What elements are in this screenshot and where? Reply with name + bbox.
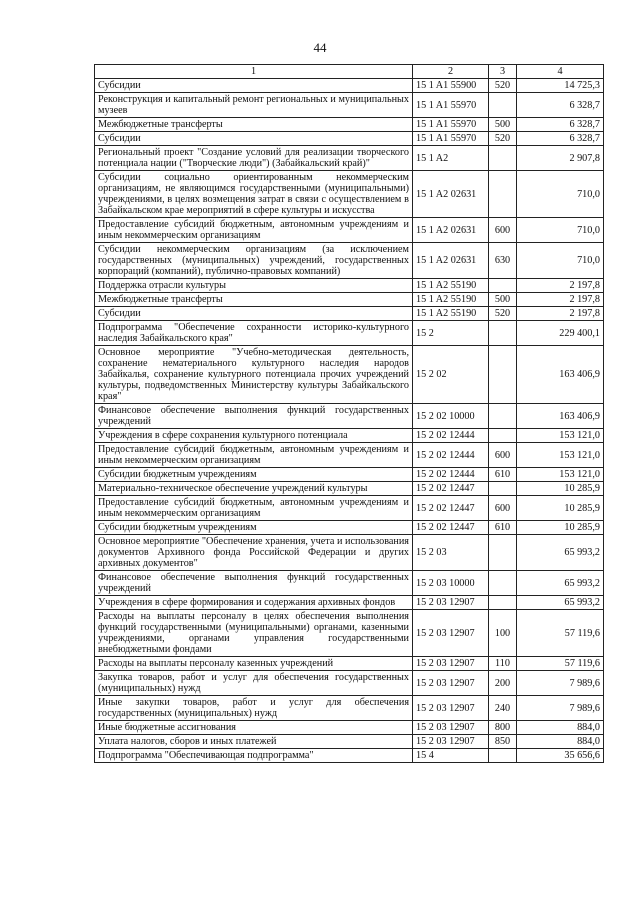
table-row [95,596,604,610]
row-code-cell: 15 2 03 12907 [413,671,489,696]
row-amount-cell: 884,0 [517,735,604,749]
table-row [95,610,604,657]
row-name-cell: Субсидии бюджетным учреждениям [95,468,413,482]
row-name-cell: Поддержка отрасли культуры [95,279,413,293]
table-row [95,496,604,521]
row-expense-type-cell: 630 [489,243,517,279]
row-code-cell: 15 2 03 12907 [413,610,489,657]
table-row [95,443,604,468]
table-row [95,657,604,671]
row-name-cell: Субсидии бюджетным учреждениям [95,521,413,535]
table-row [95,749,604,763]
row-amount-cell: 7 989,6 [517,671,604,696]
row-expense-type-cell: 520 [489,132,517,146]
row-expense-type-cell: 850 [489,735,517,749]
table-row [95,346,604,404]
row-amount-cell: 710,0 [517,243,604,279]
row-name-cell: Подпрограмма "Обеспечивающая подпрограмма" [95,749,413,763]
table-row [95,521,604,535]
table-row [95,171,604,218]
row-code-cell: 15 1 A2 55190 [413,279,489,293]
row-amount-cell: 10 285,9 [517,521,604,535]
row-code-cell: 15 2 02 12444 [413,443,489,468]
column-header-expense-type: 3 [489,65,517,79]
row-name-cell: Субсидии [95,307,413,321]
row-expense-type-cell [489,535,517,571]
row-amount-cell: 65 993,2 [517,571,604,596]
row-amount-cell: 57 119,6 [517,610,604,657]
row-expense-type-cell: 600 [489,496,517,521]
table-row [95,535,604,571]
row-amount-cell: 163 406,9 [517,346,604,404]
row-amount-cell: 2 907,8 [517,146,604,171]
row-name-cell: Предоставление субсидий бюджетным, автономным учреждениям и иным некоммерческим организациям [95,218,413,243]
row-amount-cell: 14 725,3 [517,79,604,93]
row-expense-type-cell: 520 [489,307,517,321]
row-name-cell: Учреждения в сфере сохранения культурного потенциала [95,429,413,443]
row-expense-type-cell: 110 [489,657,517,671]
table-row [95,279,604,293]
row-expense-type-cell: 100 [489,610,517,657]
row-code-cell: 15 1 A2 [413,146,489,171]
row-name-cell: Региональный проект "Создание условий для реализации творческого потенциала нации ("Творческие люди") (Забайкальский край)" [95,146,413,171]
row-amount-cell: 163 406,9 [517,404,604,429]
row-expense-type-cell: 500 [489,118,517,132]
table-row [95,404,604,429]
row-amount-cell: 710,0 [517,171,604,218]
row-expense-type-cell: 600 [489,218,517,243]
row-amount-cell: 884,0 [517,721,604,735]
row-amount-cell: 6 328,7 [517,132,604,146]
row-expense-type-cell: 800 [489,721,517,735]
row-code-cell: 15 2 02 [413,346,489,404]
row-expense-type-cell: 520 [489,79,517,93]
row-expense-type-cell: 200 [489,671,517,696]
table-row [95,571,604,596]
table-body [95,79,604,763]
table-row [95,429,604,443]
table-row [95,132,604,146]
column-header-code: 2 [413,65,489,79]
table-row [95,468,604,482]
row-code-cell: 15 2 02 12447 [413,521,489,535]
row-name-cell: Расходы на выплаты персоналу казенных учреждений [95,657,413,671]
row-code-cell: 15 1 A1 55970 [413,93,489,118]
row-name-cell: Основное мероприятие "Учебно-методическая деятельность, сохранение нематериального культурного наследия народов Забайкалья, сохранение культурного потенциала прочих учреждений культуры, подведомственных Министерству культуры Забайкальского края" [95,346,413,404]
row-amount-cell: 65 993,2 [517,596,604,610]
row-amount-cell: 153 121,0 [517,468,604,482]
row-code-cell: 15 2 03 12907 [413,596,489,610]
budget-table [94,64,604,763]
row-expense-type-cell [489,596,517,610]
table-row [95,93,604,118]
table-row [95,482,604,496]
row-name-cell: Реконструкция и капитальный ремонт региональных и муниципальных музеев [95,93,413,118]
row-expense-type-cell: 240 [489,696,517,721]
row-code-cell: 15 2 03 [413,535,489,571]
row-code-cell: 15 2 02 12447 [413,496,489,521]
table-row [95,721,604,735]
row-name-cell: Субсидии социально ориентированным некоммерческим организациям, не являющимся государственными (муниципальными) учреждениями, в целях возмещения затрат в связи с осуществлением в Забайкальском крае мероприятий в сфере культуры и искусства [95,171,413,218]
row-expense-type-cell: 500 [489,293,517,307]
row-code-cell: 15 1 A2 02631 [413,218,489,243]
column-header-name: 1 [95,65,413,79]
row-name-cell: Межбюджетные трансферты [95,293,413,307]
row-expense-type-cell [489,404,517,429]
row-code-cell: 15 2 [413,321,489,346]
row-name-cell: Основное мероприятие "Обеспечение хранения, учета и использования документов Архивного фонда Российской Федерации и других архивных документов" [95,535,413,571]
row-name-cell: Финансовое обеспечение выполнения функций государственных учреждений [95,571,413,596]
row-expense-type-cell [489,93,517,118]
table-row [95,146,604,171]
row-name-cell: Субсидии [95,132,413,146]
row-amount-cell: 6 328,7 [517,118,604,132]
row-code-cell: 15 1 A1 55970 [413,132,489,146]
row-name-cell: Предоставление субсидий бюджетным, автономным учреждениям и иным некоммерческим организациям [95,496,413,521]
row-name-cell: Иные бюджетные ассигнования [95,721,413,735]
row-amount-cell: 2 197,8 [517,293,604,307]
row-amount-cell: 2 197,8 [517,307,604,321]
row-amount-cell: 229 400,1 [517,321,604,346]
table-row [95,307,604,321]
row-name-cell: Расходы на выплаты персоналу в целях обеспечения выполнения функций государственными (муниципальными) органами, казенными учреждениями, органами управления государственными внебюджетными фондами [95,610,413,657]
table-row [95,671,604,696]
table-row [95,243,604,279]
row-code-cell: 15 1 A1 55900 [413,79,489,93]
table-row [95,696,604,721]
row-code-cell: 15 2 03 12907 [413,696,489,721]
row-code-cell: 15 1 A2 02631 [413,171,489,218]
row-name-cell: Иные закупки товаров, работ и услуг для обеспечения государственных (муниципальных) нужд [95,696,413,721]
row-name-cell: Предоставление субсидий бюджетным, автономным учреждениям и иным некоммерческим организациям [95,443,413,468]
row-amount-cell: 57 119,6 [517,657,604,671]
table-row [95,735,604,749]
row-code-cell: 15 2 02 12444 [413,468,489,482]
row-amount-cell: 7 989,6 [517,696,604,721]
row-expense-type-cell [489,482,517,496]
row-amount-cell: 710,0 [517,218,604,243]
row-name-cell: Финансовое обеспечение выполнения функций государственных учреждений [95,404,413,429]
row-name-cell: Субсидии [95,79,413,93]
row-amount-cell: 2 197,8 [517,279,604,293]
row-amount-cell: 153 121,0 [517,429,604,443]
row-code-cell: 15 4 [413,749,489,763]
row-amount-cell: 65 993,2 [517,535,604,571]
row-expense-type-cell [489,749,517,763]
row-expense-type-cell: 600 [489,443,517,468]
row-code-cell: 15 1 A2 02631 [413,243,489,279]
row-name-cell: Учреждения в сфере формирования и содержания архивных фондов [95,596,413,610]
row-expense-type-cell [489,279,517,293]
row-expense-type-cell [489,346,517,404]
row-code-cell: 15 2 02 12444 [413,429,489,443]
row-amount-cell: 6 328,7 [517,93,604,118]
row-amount-cell: 10 285,9 [517,482,604,496]
row-name-cell: Субсидии некоммерческим организациям (за исключением государственных (муниципальных) учреждений, государственных корпораций (компаний), публично-правовых компаний) [95,243,413,279]
row-amount-cell: 35 656,6 [517,749,604,763]
row-code-cell: 15 2 03 12907 [413,657,489,671]
table-row [95,321,604,346]
row-expense-type-cell [489,321,517,346]
row-name-cell: Закупка товаров, работ и услуг для обеспечения государственных (муниципальных) нужд [95,671,413,696]
column-header-amount: 4 [517,65,604,79]
row-amount-cell: 153 121,0 [517,443,604,468]
row-expense-type-cell [489,146,517,171]
row-code-cell: 15 2 03 12907 [413,721,489,735]
table-row [95,293,604,307]
row-name-cell: Межбюджетные трансферты [95,118,413,132]
row-code-cell: 15 1 A2 55190 [413,293,489,307]
row-expense-type-cell: 610 [489,521,517,535]
table-row [95,79,604,93]
row-code-cell: 15 1 A2 55190 [413,307,489,321]
table-row [95,118,604,132]
row-code-cell: 15 2 02 10000 [413,404,489,429]
row-expense-type-cell [489,429,517,443]
table-row [95,218,604,243]
row-expense-type-cell [489,171,517,218]
row-expense-type-cell: 610 [489,468,517,482]
row-code-cell: 15 2 03 10000 [413,571,489,596]
row-expense-type-cell [489,571,517,596]
row-code-cell: 15 2 02 12447 [413,482,489,496]
page-number: 44 [313,40,327,55]
row-code-cell: 15 1 A1 55970 [413,118,489,132]
row-name-cell: Подпрограмма "Обеспечение сохранности историко-культурного наследия Забайкальского края" [95,321,413,346]
row-name-cell: Материально-техническое обеспечение учреждений культуры [95,482,413,496]
table-header-row [95,65,604,79]
row-code-cell: 15 2 03 12907 [413,735,489,749]
row-amount-cell: 10 285,9 [517,496,604,521]
row-name-cell: Уплата налогов, сборов и иных платежей [95,735,413,749]
